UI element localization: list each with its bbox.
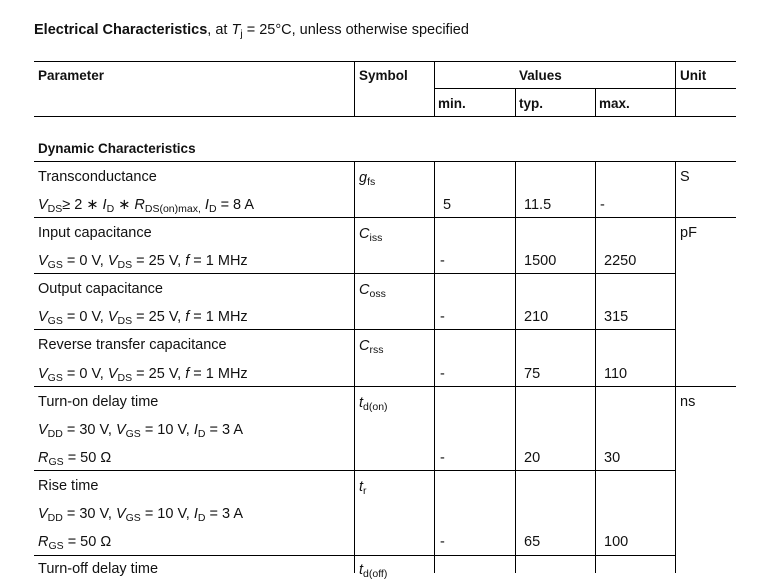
header-bottom-rule — [34, 116, 736, 117]
section-rule — [34, 161, 736, 162]
header-max: max. — [599, 96, 630, 111]
row-turn-on-delay-condition-2: $R_{GS} = 50$ Ω — [38, 450, 112, 468]
row-turn-off-delay-name: Turn-off delay time — [38, 561, 159, 577]
row-transconductance-condition: $V_{DS}\ge 2$ ∗ $I_D$ ∗ $R_{DS(on)max,}$ $I_D = 8$ A — [38, 197, 255, 215]
col-rule-min — [434, 161, 435, 573]
row-rise-time-symbol: $t_r$ — [359, 479, 367, 497]
row-turn-off-delay-symbol: $t_{d(off)}$ — [359, 562, 388, 580]
header-values: Values — [519, 68, 562, 83]
col-rule-unit — [675, 61, 676, 116]
col-rule-min — [434, 61, 435, 116]
row-turn-on-delay-name: Turn-on delay time — [38, 394, 159, 410]
values-sub-rule — [434, 88, 736, 89]
table-title: Electrical Characteristics, at $T_j = 25^\circ C$, unless otherwise specified — [34, 22, 469, 40]
row-reverse-transfer-capacitance-max: 110 — [604, 366, 628, 382]
col-rule-max — [595, 161, 596, 573]
row-turn-on-delay-condition: $V_{DD} = 30$ V, $V_{GS} = 10$ V, $I_D = 3$ A — [38, 422, 243, 440]
row-rise-time-condition: $V_{DD} = 30$ V, $V_{GS} = 10$ V, $I_D = 3$ A — [38, 506, 243, 524]
row-rise-time-typ: 65 — [524, 534, 541, 550]
row-reverse-transfer-capacitance-symbol: $C_{rss}$ — [359, 338, 384, 356]
row-rise-time-condition-2: $R_{GS} = 50$ Ω — [38, 534, 112, 552]
row-output-capacitance-name: Output capacitance — [38, 281, 163, 297]
row-input-capacitance-typ: 1500 — [524, 253, 557, 269]
header-typ: typ. — [519, 96, 544, 111]
row-rise-time-name: Rise time — [38, 478, 99, 494]
header-symbol: Symbol — [359, 68, 408, 83]
row-transconductance-typ: 11.5 — [524, 197, 552, 213]
row-input-capacitance-unit: pF — [680, 225, 697, 241]
header-parameter: Parameter — [38, 68, 105, 83]
row-reverse-transfer-capacitance-condition: $V_{GS} = 0$ V, $V_{DS} = 25$ V, f = 1 MHz — [38, 366, 248, 384]
row-transconductance-name: Transconductance — [38, 169, 157, 185]
row-output-capacitance-symbol: $C_{oss}$ — [359, 282, 386, 300]
row-output-capacitance-typ: 210 — [524, 309, 549, 325]
row-output-capacitance-min: - — [440, 309, 445, 325]
row-turn-on-delay-max: 30 — [604, 450, 621, 466]
row-turn-on-delay-typ: 20 — [524, 450, 541, 466]
col-rule-symbol — [354, 161, 355, 573]
row-rule-4 — [34, 386, 736, 387]
row-input-capacitance-min: - — [440, 253, 445, 269]
row-output-capacitance-max: 315 — [604, 309, 629, 325]
row-input-capacitance-name: Input capacitance — [38, 225, 152, 241]
col-rule-typ — [515, 88, 516, 116]
row-rise-time-max: 100 — [604, 534, 629, 550]
section-heading: Dynamic Characteristics — [38, 141, 196, 156]
row-turn-on-delay-symbol: $t_{d(on)}$ — [359, 395, 388, 413]
row-rule-5 — [34, 470, 676, 471]
header-min: min. — [438, 96, 466, 111]
row-rise-time-min: - — [440, 534, 445, 550]
row-input-capacitance-max: 2250 — [604, 253, 637, 269]
row-turn-on-delay-min: - — [440, 450, 445, 466]
col-rule-typ — [515, 161, 516, 573]
header-unit: Unit — [680, 68, 707, 83]
row-transconductance-max: - — [600, 197, 605, 213]
row-turn-on-delay-unit: ns — [680, 394, 696, 410]
row-transconductance-symbol: $g_{fs}$ — [359, 170, 376, 188]
row-rule-3 — [34, 329, 676, 330]
col-rule-max — [595, 88, 596, 116]
row-reverse-transfer-capacitance-name: Reverse transfer capacitance — [38, 337, 227, 353]
col-rule-unit — [675, 161, 676, 573]
row-rule-1 — [34, 217, 736, 218]
row-transconductance-min: 5 — [443, 197, 452, 213]
row-input-capacitance-symbol: $C_{iss}$ — [359, 226, 383, 244]
row-input-capacitance-condition: $V_{GS} = 0$ V, $V_{DS} = 25$ V, f = 1 MHz — [38, 253, 248, 271]
col-rule-symbol — [354, 61, 355, 116]
row-rule-6 — [34, 555, 676, 556]
table-top-rule — [34, 61, 736, 62]
row-output-capacitance-condition: $V_{GS} = 0$ V, $V_{DS} = 25$ V, f = 1 MHz — [38, 309, 248, 327]
row-reverse-transfer-capacitance-typ: 75 — [524, 366, 541, 382]
row-transconductance-unit: S — [680, 169, 690, 185]
row-rule-2 — [34, 273, 676, 274]
row-reverse-transfer-capacitance-min: - — [440, 366, 445, 382]
